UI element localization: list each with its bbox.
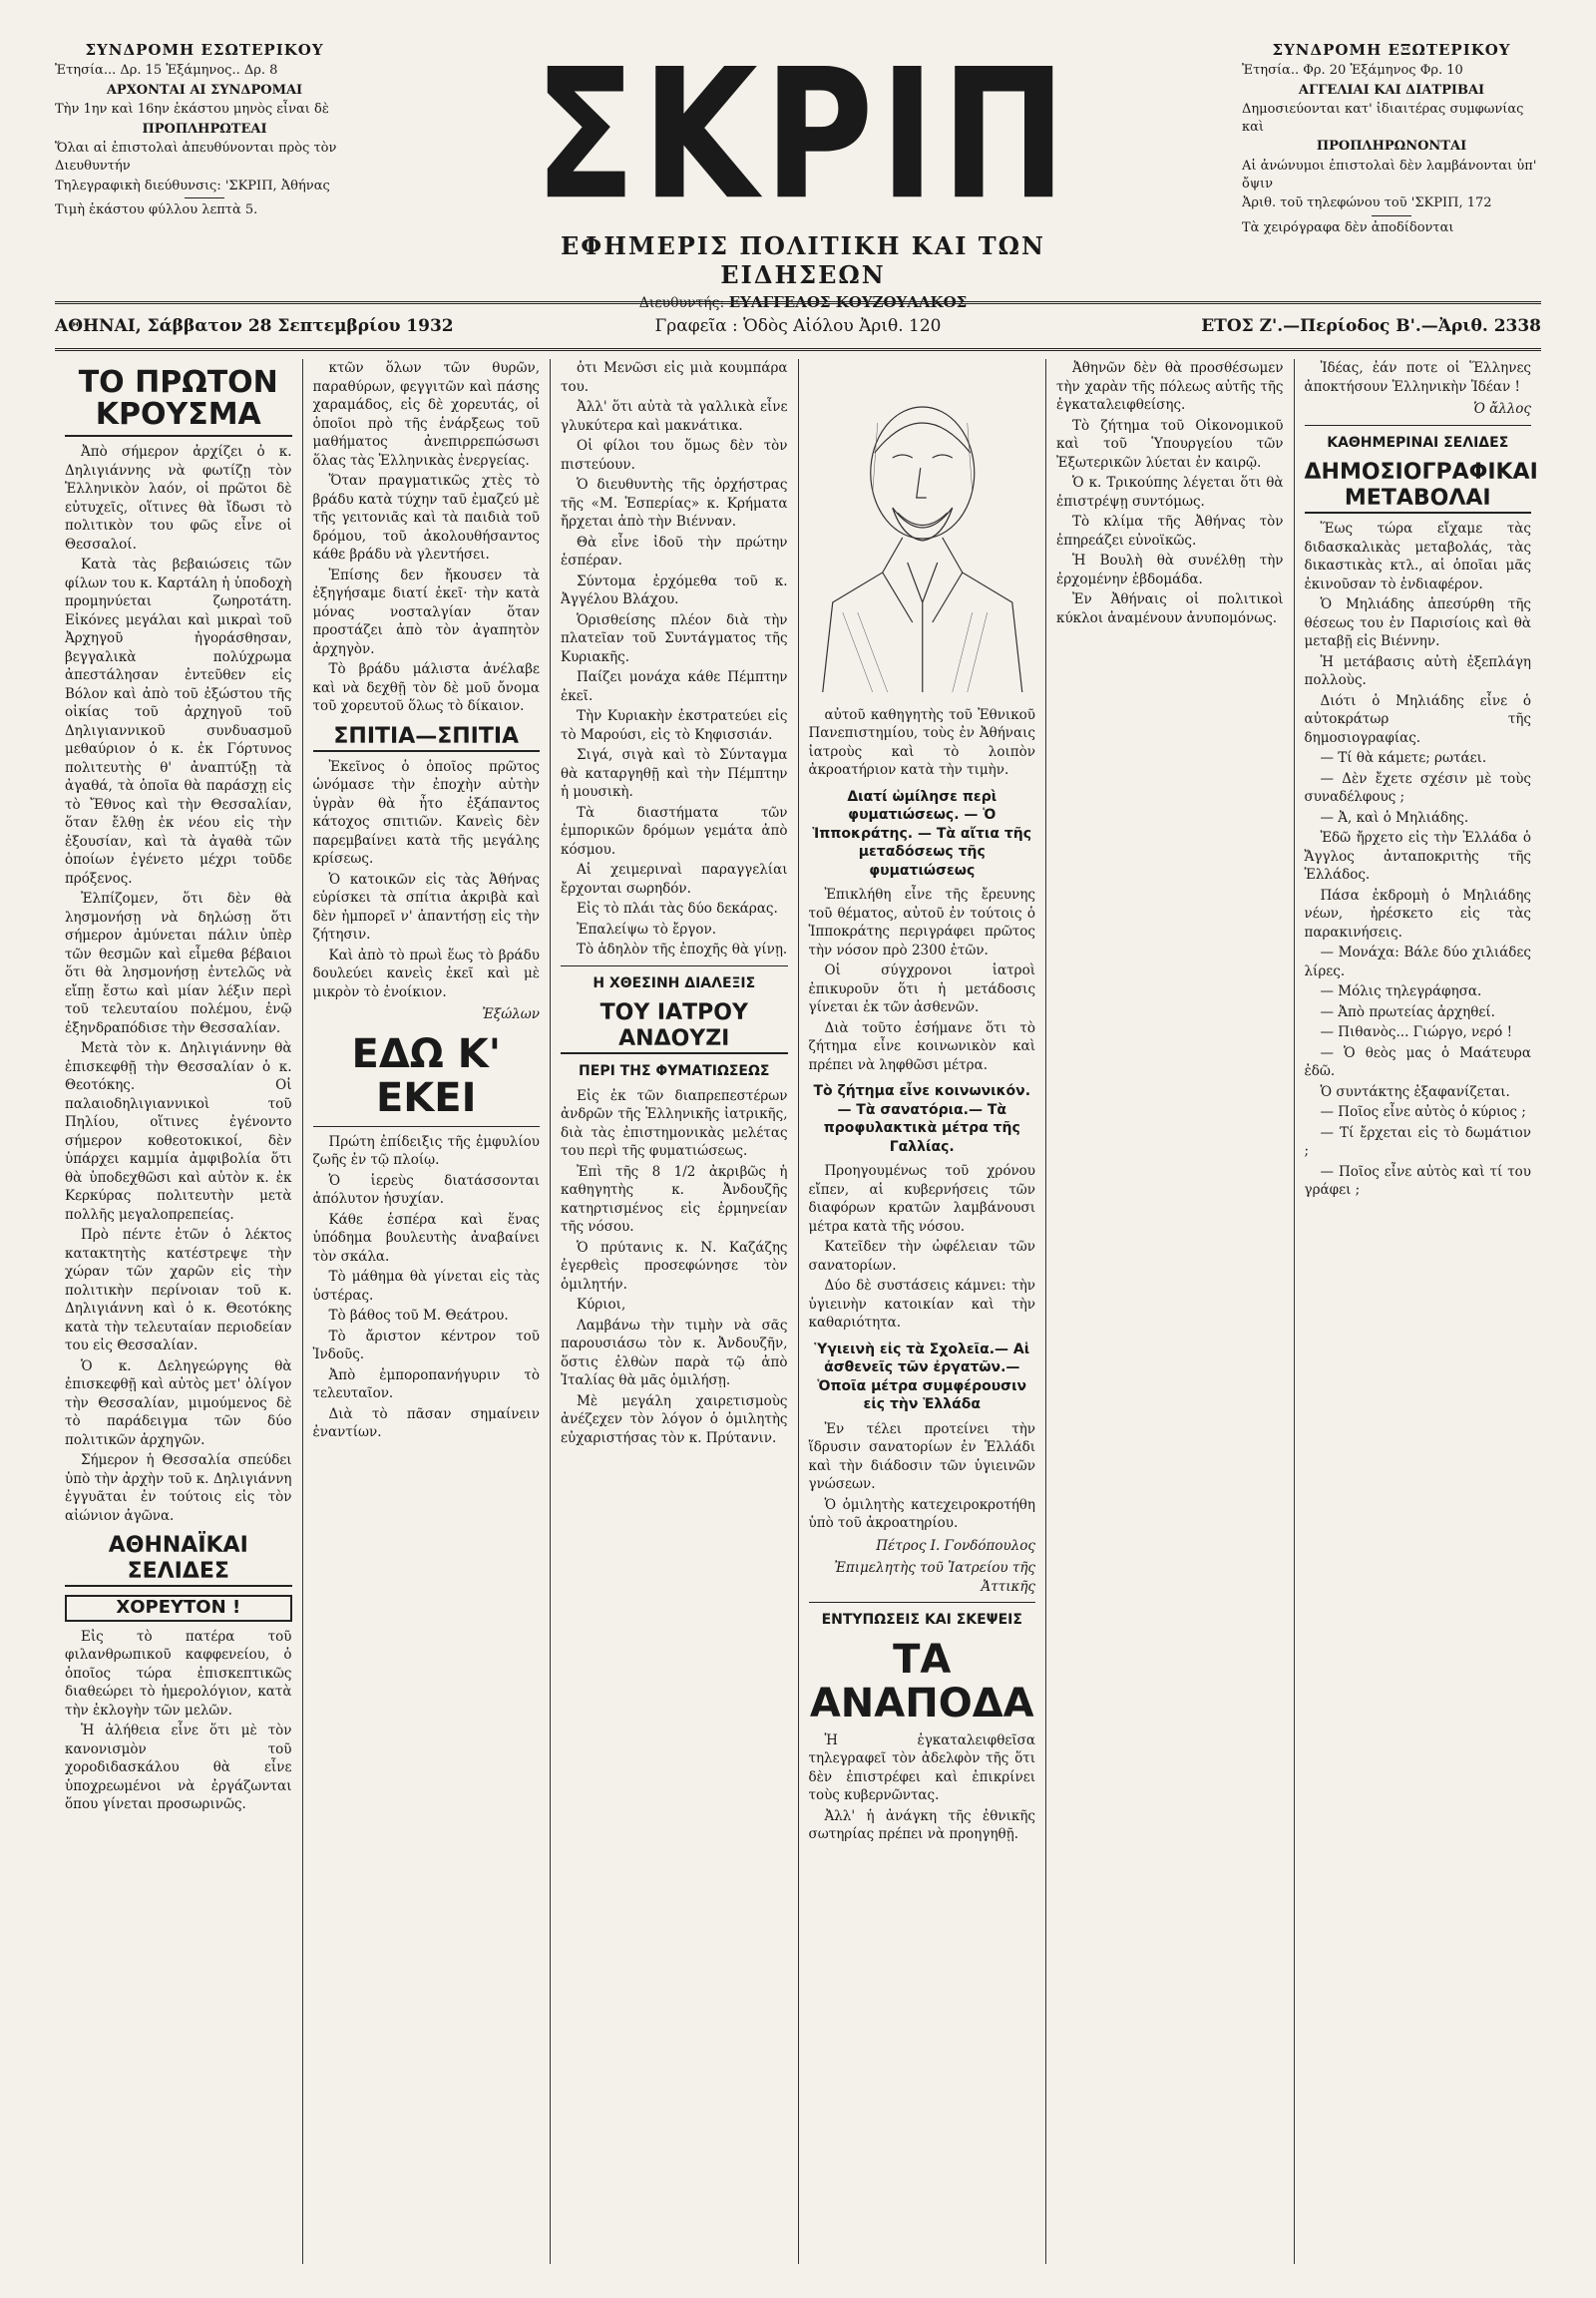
paragraph: Καὶ ἀπὸ τὸ πρωὶ ἕως τὸ βράδυ δουλεύει κανεὶς ἐκεῖ καὶ μὲ μικρὸν τὸ ἐνοίκιον.	[312, 947, 540, 1000]
paragraph: — Ποῖος εἶνε αὐτὸς ὁ κύριος ;	[1320, 1104, 1526, 1120]
news-item: Αἱ χειμεριναὶ παραγγελίαι ἔρχονται σωρηδόν.	[561, 862, 788, 897]
paragraph: Κατεῖδεν τὴν ὠφέλειαν τῶν σανατορίων.	[808, 1239, 1035, 1274]
news-item: Οἱ φίλοι του ὅμως δὲν τὸν πιστεύουν.	[561, 438, 788, 473]
news-item: Κάθε ἑσπέρα καὶ ἕνας ὑπόδημα βουλευτὴς ἀναβαίνει τὸν σκάλα.	[312, 1211, 540, 1265]
paragraph: — Ποῖος εἶνε αὐτὸς καὶ τί του γράφει ;	[1304, 1163, 1531, 1198]
paragraph: — Μονάχα: Βάλε δύο χιλιάδες λίρες.	[1304, 945, 1531, 979]
section-heading: Ὑγιεινὴ εἰς τὰ Σχολεῖα.— Αἱ ἀσθενεῖς τῶν ἐργατῶν.—Ὁποῖα μέτρα συμφέρουσιν εἰς τὴν Ἑλλάδα	[814, 1340, 1030, 1412]
ear-line: ΠΡΟΠΛΗΡΩΤΕΑΙ	[142, 121, 267, 137]
section-heading: ΔΗΜΟΣΙΟΓΡΑΦΙΚΑΙ ΜΕΤΑΒΟΛΑΙ	[1305, 460, 1532, 514]
ear-rates: Ἐτησία... Δρ. 15 Ἑξάμηνος.. Δρ. 8	[55, 63, 278, 79]
paragraph: Ἡ μετάβασις αὐτὴ ἐξεπλάγη πολλοὺς.	[1304, 653, 1531, 688]
news-item: Θὰ εἶνε ἰδοῦ τὴν πρώτην ἑσπέραν.	[561, 534, 788, 569]
paragraph: Ἐν Ἀθήναις οἱ πολιτικοὶ κύκλοι ἀναμένουν ἀνυπομόνως.	[1056, 591, 1284, 626]
news-item: Ὁρισθείσης πλέον διὰ τὴν πλατεῖαν τοῦ Συντάγματος τῆς Κυριακῆς.	[561, 611, 788, 665]
subscription-domestic-box	[55, 40, 354, 221]
paragraph: Ὁ κ. Τρικούπης λέγεται ὅτι θὰ ἐπιστρέψῃ συντόμως.	[1056, 475, 1284, 510]
masthead	[55, 31, 1542, 359]
section-heading: ΣΠΙΤΙΑ—ΣΠΙΤΙΑ	[313, 724, 541, 752]
column-3	[551, 359, 799, 2264]
news-item: Πρώτη ἐπίδειξις τῆς ἐμφυλίου ζωῆς ἐν τῷ πλοίῳ.	[312, 1133, 540, 1168]
paragraph: Ἡ Βουλὴ θὰ συνέλθῃ τὴν ἐρχομένην ἑβδομάδα.	[1056, 553, 1284, 587]
paragraph: Διότι ὁ Μηλιάδης εἶνε ὁ αὐτοκράτωρ τῆς δημοσιογραφίας.	[1304, 692, 1531, 746]
office-address: Γραφεῖα : Ὁδὸς Αἰόλου Ἀριθ. 120	[654, 316, 942, 336]
paragraph: — Ὁ θεὸς μας ὁ Μαάτευρα ἐδῶ.	[1304, 1044, 1531, 1079]
newspaper-logo: ΣΚΡΙΠ	[534, 31, 1072, 240]
news-item: Ἐπαλείψω τὸ ἔργον.	[577, 921, 716, 938]
news-item: Τὸ ἀδηλὸν τῆς ἐποχῆς θὰ γίνῃ.	[577, 942, 788, 958]
signature-title: Ἐπιμελητὴς τοῦ Ἰατρείου τῆς Ἀττικῆς	[834, 1560, 1035, 1595]
paragraph: Οἱ σύγχρονοι ἰατροὶ ἐπικυροῦν ὅτι ἡ μετάδοσις γίνεται ἐκ τῶν ἀσθενῶν.	[808, 962, 1035, 1015]
section-heading: ΤΟΥ ΙΑΤΡΟΥ ΑΝΔΟΥΖΙ	[561, 1000, 788, 1054]
section-heading: ΚΑΘΗΜΕΡΙΝΑΙ ΣΕΛΙΔΕΣ	[1327, 434, 1509, 451]
section-subheading: ΧΟΡΕΥΤΟΝ !	[65, 1595, 292, 1622]
paragraph: Κύριοι,	[577, 1297, 626, 1313]
news-item: Διὰ τὸ πᾶσαν σημαίνειν ἐναντίων.	[312, 1405, 540, 1440]
news-item: Ὁ ἱερεὺς διατάσσονται ἀπόλυτον ἡσυχίαν.	[312, 1172, 540, 1207]
paragraph: — Ἀ, καὶ ὁ Μηλιάδης.	[1320, 809, 1469, 826]
section-heading: Διατί ὡμίλησε περὶ φυματιώσεως. — Ὁ Ἱπποκράτης. — Τὰ αἴτια τῆς μεταδόσεως τῆς φυματιώσεως	[812, 788, 1032, 879]
headline: ΤΟ ΠΡΩΤΟΝ ΚΡΟΥΣΜΑ	[65, 367, 292, 437]
paragraph: Ἐπίσης δεν ἤκουσεν τὰ ἐξηγήσαμε διατί ἐκεῖ· τὴν κατὰ μόνας νοσταλγίαν ὅταν προστάζει ἀπὸ τὸν ἀγαπητὸν ἀρχηγὸν.	[312, 567, 540, 657]
paragraph: Ὁ ὁμιλητὴς κατεχειροκροτήθη ὑπὸ τοῦ ἀκροατηρίου.	[808, 1496, 1035, 1531]
paragraph: Ἡ ἀλήθεια εἶνε ὅτι μὲ τὸν κανονισμὸν τοῦ χοροδιδασκάλου θὰ εἶνε ὑποχρεωμένοι νὰ ἐργάζωνται ὅπου γίνεται προσωρινῶς.	[65, 1723, 292, 1812]
news-item: Ἀλλ' ὅτι αὐτὰ τὰ γαλλικὰ εἶνε γλυκύτερα καὶ μακνάτικα.	[561, 399, 788, 434]
issue-number: ΕΤΟΣ Ζ'.—Περίοδος Β'.—Ἀριθ. 2338	[1201, 316, 1542, 336]
paragraph: Τὸ βράδυ μάλιστα ἀνέλαβε καὶ νὰ δεχθῇ τὸν δὲ μοῦ ὄνομα τοῦ χορευτοῦ ὅλως τὸ δίκαιον.	[312, 661, 540, 714]
section-heading: ΑΘΗΝΑΪΚΑΙ ΣΕΛΙΔΕΣ	[65, 1533, 292, 1587]
paragraph: κτῶν ὅλων τῶν θυρῶν, παραθύρων, φεγγιτῶν καὶ πάσης χαραμάδος, εἰς δὲ χορευτάς, οἱ ὁποῖοι πρὸ τῆς ἐνάρξεως τοῦ μαθήματος ἀνεπιρρεπώσωσι ὅλας τὰς Ἑλληνικὰς ἐνεργείας.	[312, 360, 540, 469]
paragraph: Ἰδέας, ἐάν ποτε οἱ Ἕλληνες ἀποκτήσουν Ἑλληνικὴν Ἰδέαν !	[1304, 360, 1531, 395]
signature-name: Πέτρος Ι. Γονδόπουλος	[876, 1537, 1035, 1554]
ear-line: Ἀριθ. τοῦ τηλεφώνου τοῦ 'ΣΚΡΙΠ, 172	[1242, 195, 1492, 211]
ear-line: Τὴν 1ην καὶ 16ην ἑκάστου μηνὸς εἶναι δὲ	[55, 102, 329, 118]
paragraph: — Δὲν ἔχετε σχέσιν μὲ τοὺς συναδέλφους ;	[1304, 770, 1531, 805]
portrait-engraving	[809, 363, 1036, 692]
paragraph: Εἰς ἐκ τῶν διαπρεπεστέρων ἀνδρῶν τῆς Ἑλληνικῆς ἰατρικῆς, διὰ τὰς ἐπιστημονικὰς μελέτας του περὶ τῆς φυματιώσεως.	[561, 1087, 788, 1159]
paragraph: — Μόλις τηλεγράφησα.	[1320, 983, 1482, 999]
ear-line: ΠΡΟΠΛΗΡΩΝΟΝΤΑΙ	[1316, 139, 1467, 155]
news-item: ὁτι Μενῶσι εἰς μιὰ κουμπάρα του.	[561, 360, 788, 395]
column-5	[1046, 359, 1295, 2264]
columns	[55, 359, 1541, 2264]
section-heading: ΤΑ ΑΝΑΠΟΔΑ	[809, 1636, 1034, 1726]
news-item: Τὰ διαστήματα τῶν ἐμπορικῶν δρόμων γεμάτα ἀπὸ κόσμου.	[561, 804, 788, 858]
paragraph: Ἡ ἐγκαταλειφθεῖσα τηλεγραφεῖ τὸν ἀδελφὸν τῆς ὅτι δὲν ἐπιστρέφει καὶ ἐπικρίνει τοὺς κυβερνῶντας.	[808, 1731, 1035, 1803]
title-block	[534, 31, 1072, 311]
paragraph: Ἐπὶ τῆς 8 1/2 ἀκριβῶς ἡ καθηγητὴς κ. Ἀνδουζῆς κατηρτισμένος εἰς ἑρμηνείαν τῆς νόσου.	[561, 1163, 788, 1235]
paragraph: Μετὰ τὸν κ. Δηλιγιάννην θὰ ἐπισκεφθῇ τὴν Θεσσαλίαν ὁ κ. Θεοτόκης. Οἱ παλαιοδηλιγιαννικοὶ τοῦ Πηλίου, οἵτινες ἐγένοντο σήμερον κοθεοτοκικοί, δὲν ὑπάρχει καμμία ἀμφιβολία ὅτι θὰ ὑποδεχθῶσι καὶ αὐτὸν κ. ἐκ Κερκύρας πολιτευτὴν μετὰ πολλῆς μεγαλοπρεπείας.	[65, 1040, 292, 1223]
newspaper-subtitle: ΕΦΗΜΕΡΙΣ ΠΟΛΙΤΙΚΗ ΚΑΙ ΤΩΝ ΕΙΔΗΣΕΩΝ	[561, 231, 1045, 289]
paragraph: Ἐκεῖνος ὁ ὁποῖος πρῶτος ὡνόμασε τὴν ἐποχὴν αὐτὴν ὑγρὰν θὰ ἦτο ἐξάπαντος κάτοχος σπιτιῶν. Κανεὶς δὲν παρεμβαίνει κατὰ τῆς μεγάλης κρίσεως.	[312, 758, 540, 867]
paragraph: — Τί θὰ κάμετε; ρωτάει.	[1320, 750, 1487, 766]
ear-line: Τὰ χειρόγραφα δὲν ἀποδίδονται	[1242, 219, 1454, 235]
column-6	[1295, 359, 1542, 2264]
paragraph: Ἀπὸ σήμερον ἀρχίζει ὁ κ. Δηλιγιάννης νὰ φωτίζῃ τὸν Ἑλληνικὸν λαόν, οἱ πρῶτοι δὲ εὐτυχεῖς, οἵτινες θὰ ἴδωσι τὸ πολιτικὸν του φῶς εἶνε οἱ Θεσσαλοί.	[65, 444, 292, 553]
paragraph: Σήμερον ἡ Θεσσαλία σπεύδει ὑπὸ τὴν ἀρχὴν τοῦ κ. Δηλιγιάννη ἐγγυᾶται ἐν τούτοις εἰς τὸν αἰώνιον ἀγῶνα.	[65, 1452, 292, 1524]
ear-line: Τηλεγραφικὴ διεύθυνσις: 'ΣΚΡΙΠ, Ἀθήνας	[55, 178, 330, 193]
column-1	[55, 359, 303, 2264]
paragraph: αὐτοῦ καθηγητὴς τοῦ Ἐθνικοῦ Πανεπιστημίου, τοὺς ἐν Ἀθήναις ἰατροὺς καὶ τὸ λοιπὸν ἀκροατήριον κατὰ τὴν τιμὴν.	[808, 706, 1035, 778]
paragraph: — Πιθανὸς... Γιώργο, νερό !	[1320, 1024, 1513, 1040]
news-item: Παίζει μονάχα κάθε Πέμπτην ἐκεῖ.	[561, 669, 788, 704]
paragraph: Προηγουμένως τοῦ χρόνου εἴπεν, αἱ κυβερνήσεις τῶν διαφόρων κρατῶν λαμβάνουσι μέτρα κατὰ τῆς νόσου.	[808, 1163, 1035, 1235]
news-item: Σύντομα ἐρχόμεθα τοῦ κ. Ἀγγέλου Βλάχου.	[561, 573, 788, 607]
ear-line: Ὅλαι αἱ ἐπιστολαὶ ἀπευθύνονται πρὸς τὸν Διευθυντήν	[55, 141, 337, 174]
date: ΑΘΗΝΑΙ, Σάββατον 28 Σεπτεμβρίου 1932	[55, 316, 454, 336]
paragraph: Διὰ τοῦτο ἐσήμανε ὅτι τὸ ζήτημα εἶνε κοινωνικὸν καὶ πρέπει νὰ ληφθῶσι μέτρα.	[808, 1019, 1035, 1073]
subscription-foreign-box	[1242, 40, 1541, 238]
paragraph: Ἐδῶ ἤρχετο εἰς τὴν Ἑλλάδα ὁ Ἄγγλος ἀνταποκριτὴς τῆς Ἑλλάδος.	[1304, 830, 1531, 883]
news-item: Τὴν Κυριακὴν ἐκστρατεύει εἰς τὸ Μαρούσι, εἰς τὸ Κηφισσιάν.	[561, 708, 788, 743]
paragraph: Ὁ κ. Δεληγεώργης θὰ ἐπισκεφθῇ καὶ αὐτὸς μετ' ὀλίγον τὴν Θεσσαλίαν, μιμούμενος δὲ τὸ παράδειγμα τῶν δύο πολιτικῶν ἀρχηγῶν.	[65, 1357, 292, 1448]
director-name: ΕΥΑΓΓΕΛΟΣ ΚΟΥΖΟΥΛΑΚΟΣ	[728, 293, 968, 311]
section-heading: ΕΔΩ Κ' ΕΚΕΙ	[351, 1030, 501, 1121]
paragraph: Κατὰ τὰς βεβαιώσεις τῶν φίλων του κ. Καρτάλη ἡ ὑποδοχὴ προμηνύεται ζωηροτάτη. Εἰκόνες μεγάλαι καὶ μικραὶ τοῦ Ἀρχηγοῦ ἠγοράσθησαν, βεγγαλικὰ πολύχρωμα ἀπεστάλησαν ἐντεῦθεν εἰς Βόλον καὶ ἀπὸ τοῦ ἐξώστου τῆς οἰκίας τοῦ ἀρχηγοῦ τοῦ Δηλιγιαννικοῦ συνδυασμοῦ μεθαύριον ὁ κ. ἐκ Γόρτυνος πολιτευτὴς θ' ἀναπτύξῃ τὰ ἀγαθά, τὰ ὁποῖα θὰ παράσχῃ εἰς τὸ Ἔθνος καὶ τὴν Θεσσαλίαν, ὅταν ἔλθῃ ἐκ νέου εἰς τὴν ἐξουσίαν, καὶ τὰ ἀγαθὰ τῶν ὁποίων ἐγένετο μέχρι τοῦδε πρόξενος.	[65, 557, 292, 887]
news-item: Ἀπὸ ἐμποροπανήγυριν τὸ τελευταῖον.	[312, 1366, 540, 1401]
ear-heading: ΣΥΝΔΡΟΜΗ ΕΣΩΤΕΡΙΚΟΥ	[85, 41, 324, 59]
column-4	[799, 359, 1047, 2264]
news-item: Σιγά, σιγὰ καὶ τὸ Σύνταγμα θὰ καταργηθῇ καὶ τὴν Πέμπτην ἡ μουσικὴ.	[561, 747, 788, 800]
director-label: Διευθυντής:	[638, 295, 725, 311]
ear-sub: ΑΓΓΕΛΙΑΙ ΚΑΙ ΔΙΑΤΡΙΒΑΙ	[1298, 82, 1485, 98]
section-heading: ΠΕΡΙ ΤΗΣ ΦΥΜΑΤΙΩΣΕΩΣ	[579, 1063, 770, 1079]
dateline-bar	[55, 301, 1541, 351]
paragraph: Ἐν τέλει προτείνει τὴν ἵδρυσιν σανατορίων ἐν Ἑλλάδι καὶ τὴν διάδοσιν τῶν ὑγιεινῶν γνώσεων.	[808, 1420, 1035, 1492]
paragraph: Ἀθηνῶν δὲν θὰ προσθέσωμεν τὴν χαρὰν τῆς πόλεως αὐτῆς τῆς ἐγκαταλειφθείσης.	[1056, 360, 1284, 413]
ear-sub: ΑΡΧΟΝΤΑΙ ΑΙ ΣΥΝΔΡΟΜΑΙ	[106, 82, 303, 98]
signature: Ὁ ἄλλος	[1473, 401, 1531, 417]
section-heading: Τὸ ζήτημα εἶνε κοινωνικόν.— Τὰ σανατόρια.— Τὰ προφυλακτικὰ μέτρα τῆς Γαλλίας.	[813, 1083, 1031, 1155]
news-item: Τὸ μάθημα θὰ γίνεται εἰς τὰς ὑστέρας.	[312, 1269, 540, 1304]
paragraph: — Ἀπὸ πρωτείας ἀρχηθεί.	[1320, 1003, 1495, 1020]
paragraph: Ὁ Μηλιάδης ἀπεσύρθη τῆς θέσεως του ἐν Παρισίοις καὶ θὰ μεταβῇ εἰς Βιέννην.	[1304, 596, 1531, 649]
news-item: Εἰς τὸ πλάι τὰς δύο δεκάρας.	[577, 901, 778, 917]
column-2	[303, 359, 552, 2264]
paragraph: Ὁ πρύτανις κ. Ν. Καζάζης ἐγερθεὶς προσεφώνησε τὸν ὁμιλητήν.	[561, 1239, 788, 1293]
paragraph: Πάσα ἐκδρομὴ ὁ Μηλιάδης νέων, ἠρέσκετο εἰς τὰς παρακινήσεις.	[1304, 887, 1531, 941]
paragraph: Ἕως τώρα εἴχαμε τὰς διδασκαλικὰς μεταβολάς, τὰς δικαστικὰς κτλ., αἱ ὁποῖαι μᾶς ἐκινοῦσαν τὸ ἐνδιαφέρον.	[1304, 521, 1531, 592]
ear-heading: ΣΥΝΔΡΟΜΗ ΕΞΩΤΕΡΙΚΟΥ	[1272, 41, 1511, 59]
ear-rates: Ἐτησία.. Φρ. 20 Ἑξάμηνος Φρ. 10	[1242, 63, 1463, 79]
ear-price: Τιμὴ ἑκάστου φύλλου λεπτὰ 5.	[55, 202, 258, 218]
news-item: Ὁ διευθυντὴς τῆς ὀρχήστρας τῆς «Μ. Ἑσπερίας» κ. Κρήματα ἤρχεται ἀπὸ τὴν Βιένναν.	[561, 477, 788, 530]
paragraph: Δύο δὲ συστάσεις κάμνει: τὴν ὑγιεινὴν κατοικίαν καὶ τὴν καθαριότητα.	[808, 1278, 1035, 1331]
paragraph: Ὁ συντάκτης ἐξαφανίζεται.	[1320, 1083, 1510, 1100]
paragraph: Τὸ ζήτημα τοῦ Οἰκονομικοῦ καὶ τοῦ Ὑπουργείου τῶν Ἐξωτερικῶν λύεται ἐν καιρῷ.	[1056, 417, 1284, 471]
paragraph: Εἰς τὸ πατέρα τοῦ φιλανθρωπικοῦ καφφενείου, ὁ ὁποῖος τώρα ἐπισκεπτικῶς διαθεώρει τὸ ἡμερολόγιον, κατὰ τὴν ἐκλογὴν τῶν μελῶν.	[65, 1628, 292, 1719]
ear-line: Αἱ ἀνώνυμοι ἐπιστολαὶ δὲν λαμβάνονται ὑπ' ὄψιν	[1242, 158, 1537, 192]
paragraph: Ἀλλ' ἡ ἀνάγκη τῆς ἐθνικῆς σωτηρίας πρέπει νὰ προηγηθῇ.	[808, 1807, 1035, 1842]
paragraph: Τὸ κλίμα τῆς Ἀθήνας τὸν ἐπηρεάζει εὐνοϊκῶς.	[1056, 514, 1284, 549]
news-item: Τὸ ἄριστον κέντρον τοῦ Ἰνδοῦς.	[312, 1328, 540, 1362]
paragraph: Ὁ κατοικῶν εἰς τὰς Ἀθήνας εὑρίσκει τὰ σπίτια ἀκριβὰ καὶ δὲν ἠμπορεῖ ν' ἀπαντήσῃ εἰς τὴν ζήτησιν.	[312, 871, 540, 943]
signature: Ἐξώλων	[482, 1006, 540, 1022]
newspaper-page	[55, 31, 1542, 2264]
section-heading: ΕΝΤΥΠΩΣΕΙΣ ΚΑΙ ΣΚΕΨΕΙΣ	[821, 1612, 1022, 1628]
ear-line: Δημοσιεύονται κατ' ἰδιαιτέρας συμφωνίας καὶ	[1242, 102, 1524, 135]
paragraph: Ἐπικλήθη εἶνε τῆς ἔρευνης τοῦ θέματος, αὐτοῦ ἐν τούτοις ὁ Ἱπποκράτης περιγράφει πρῶτος τὴν νόσον πρὸ 2300 ἐτῶν.	[808, 887, 1035, 958]
paragraph: — Τί ἔρχεται εἰς τὸ δωμάτιον ;	[1304, 1124, 1531, 1159]
paragraph: Ἐλπίζομεν, ὅτι δὲν θὰ λησμονήσῃ νὰ δηλώσῃ ὅτι σήμερον ἀμύνεται πάλιν ὑπὲρ τῶν θεσμῶν καὶ εἶμεθα βέβαιοι ὅτι θὰ λησμονήσῃ ἐντελῶς νὰ εἴπῃ ἔστω καὶ μίαν λέξιν περὶ τοῦ τελευταίου πολέμου, ἐνῷ ἐξηνδραπόδισε τὴν Θεσσαλίαν.	[65, 891, 292, 1036]
paragraph: Ὅταν πραγματικῶς χτὲς τὸ βράδυ κατὰ τύχην ταῦ ἐμαζεύ μὲ τῆς γειτονιᾶς καὶ τὰ παιδιὰ τοῦ δρόμου, τοῦ ἀκολουθήσαντος κάθε βράδυ νὰ γλεντήσει.	[312, 473, 540, 563]
section-heading: Η ΧΘΕΣΙΝΗ ΔΙΑΛΕΞΙΣ	[593, 974, 756, 991]
paragraph: Μὲ μεγάλη χαιρετισμοὺς ἀνέζεχεν τὸν λόγον ὁ ὁμιλητὴς εὐχαριστήσας τὸν κ. Πρύτανιν.	[561, 1392, 788, 1446]
news-item: Τὸ βάθος τοῦ Μ. Θεάτρου.	[328, 1308, 509, 1324]
paragraph: Λαμβάνω τὴν τιμὴν νὰ σᾶς παρουσιάσω τὸν κ. Ἀνδουζῆν, ὅστις ἐλθὼν παρὰ τῷ ἀπὸ Ἰταλίας θὰ μᾶς ὁμιλήσῃ.	[561, 1317, 788, 1388]
paragraph: Πρὸ πέντε ἐτῶν ὁ λέκτος κατακτητὴς κατέστρεψε τὴν χώραν τῶν χαρῶν εἰς τὴν πολιτικὴν περίνοιαν τοῦ κ. Δηλιγιάννη καὶ ὁ κ. Θεοτόκης κατὰ τὴν τελευταίαν περιοδείαν του εἰς Θεσσαλίαν.	[65, 1227, 292, 1353]
